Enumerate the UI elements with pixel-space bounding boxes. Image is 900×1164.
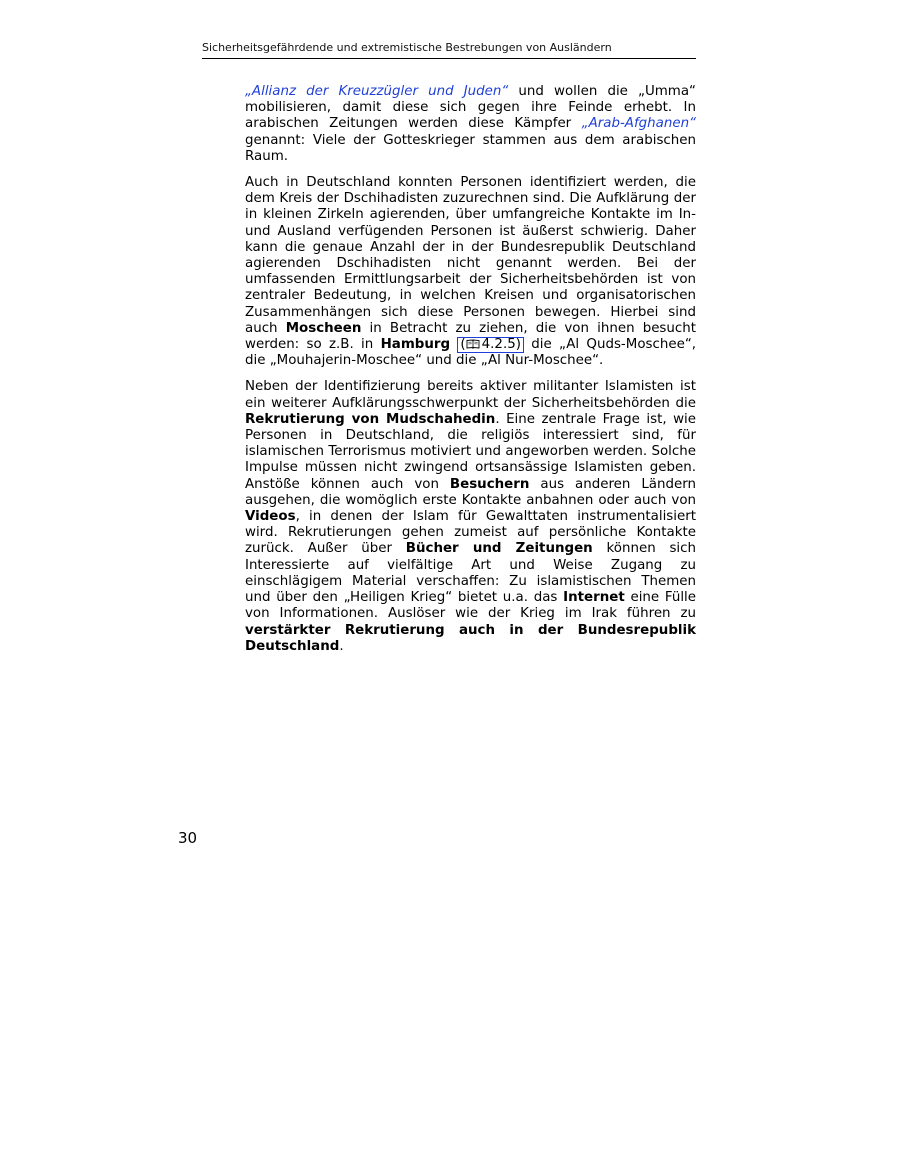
quote-link[interactable]: „Allianz der Kreuzzügler und Juden“ — [245, 84, 509, 99]
paragraph-3 — [245, 379, 696, 654]
paragraph-3-text-5: können sich Interessierte auf vielfältige Art und Weise Zugang zu einschlägigem Material verschaffen: Zu islamistischen Themen und über den „Heiligen Krieg“ bietet u.a. das — [245, 541, 696, 606]
paragraph-1-text-end: genannt: Viele der Gotteskrieger stammen aus dem arabischen Raum. — [245, 132, 696, 164]
running-header: Sicherheitsgefährdende und extremistische Bestrebungen von Ausländern — [202, 41, 612, 54]
bold-buecher: Bücher und Zeitungen — [405, 541, 593, 557]
paragraph-3-text-3: aus anderen Ländern ausgehen, die womöglich erste Kontakte anbahnen oder auch von — [245, 476, 696, 508]
cross-reference-label: 4.2.5) — [481, 337, 521, 353]
cross-reference-link[interactable]: ( 4.2.5) — [457, 337, 524, 353]
term-link[interactable]: „Arab-Afghanen“ — [581, 116, 696, 132]
header-rule — [202, 58, 696, 59]
paragraph-3-text-4: , in denen der Islam für Gewalttaten instrumentalisiert wird. Rekrutierungen gehen zumeist auf persönliche Kontakte zurück. Außer über — [245, 509, 696, 557]
bold-moscheen: Moscheen — [285, 320, 362, 336]
paragraph-3-text-2: . Eine zentrale Frage ist, wie Personen in Deutschland, die religiös interessiert sind, für islamischen Terrorismus motiviert und angeworben werden. Solche Impulse müssen nicht zwingend ortsansässige Islamisten geben. Anstöße können auch von — [245, 411, 696, 492]
paragraph-2-text: Auch in Deutschland konnten Personen identifiziert werden, die dem Kreis der Dschihadisten zuzurechnen sind. Die Aufklärung der in kleinen Zirkeln agierenden, über umfangreiche Kontakte im In- und Ausland verfügenden Personen ist äußerst schwierig. Daher kann die genaue Anzahl der in der Bundesrepublik Deutschland agierenden Dschihadisten nicht genannt werden. Bei der umfassenden Ermittlungsarbeit der Sicherheitsbehörden ist von zentraler Bedeutung, in welchen Kreisen und organisatorischen Zusammenhängen sich diese Personen bewegen. Hierbei sind auch — [245, 175, 696, 336]
bold-hamburg: Hamburg — [380, 337, 451, 353]
bold-videos: Videos — [245, 509, 296, 525]
paragraph-3-text-end: . — [339, 638, 344, 654]
paragraph-2 — [245, 175, 696, 369]
bold-rekrutierung: Rekrutierung von Mudschahedin — [245, 411, 496, 427]
body-text — [245, 84, 696, 665]
paragraph-2-text-end: die „Al Quds-Moschee“, die „Mouhajerin-Moschee“ und die „Al Nur-Moschee“. — [245, 337, 697, 369]
paragraph-3-text: Neben der Identifizierung bereits aktiver militanter Islamisten ist ein weiterer Aufklärungsschwerpunkt der Sicherheitsbehörden die — [245, 379, 696, 411]
bold-internet: Internet — [563, 590, 625, 606]
book-icon — [466, 339, 480, 349]
paragraph-1-text: und wollen die „Umma“ mobilisieren, damit diese sich gegen ihre Feinde erhebt. In arabischen Zeitungen werden diese Kämpfer — [245, 84, 696, 132]
paragraph-3-text-6: eine Fülle von Informationen. Auslöser wie der Krieg im Irak führen zu — [245, 590, 696, 622]
bold-verstaerkter-rekrutierung: verstärkter Rekrutierung auch in der Bundesrepublik Deutschland — [245, 622, 696, 654]
page-number: 30 — [178, 829, 198, 847]
bold-besuchern: Besuchern — [449, 476, 530, 492]
paragraph-1 — [245, 84, 696, 165]
paragraph-2-text-mid: in Betracht zu ziehen, die von ihnen besucht werden: so z.B. in — [245, 320, 696, 353]
